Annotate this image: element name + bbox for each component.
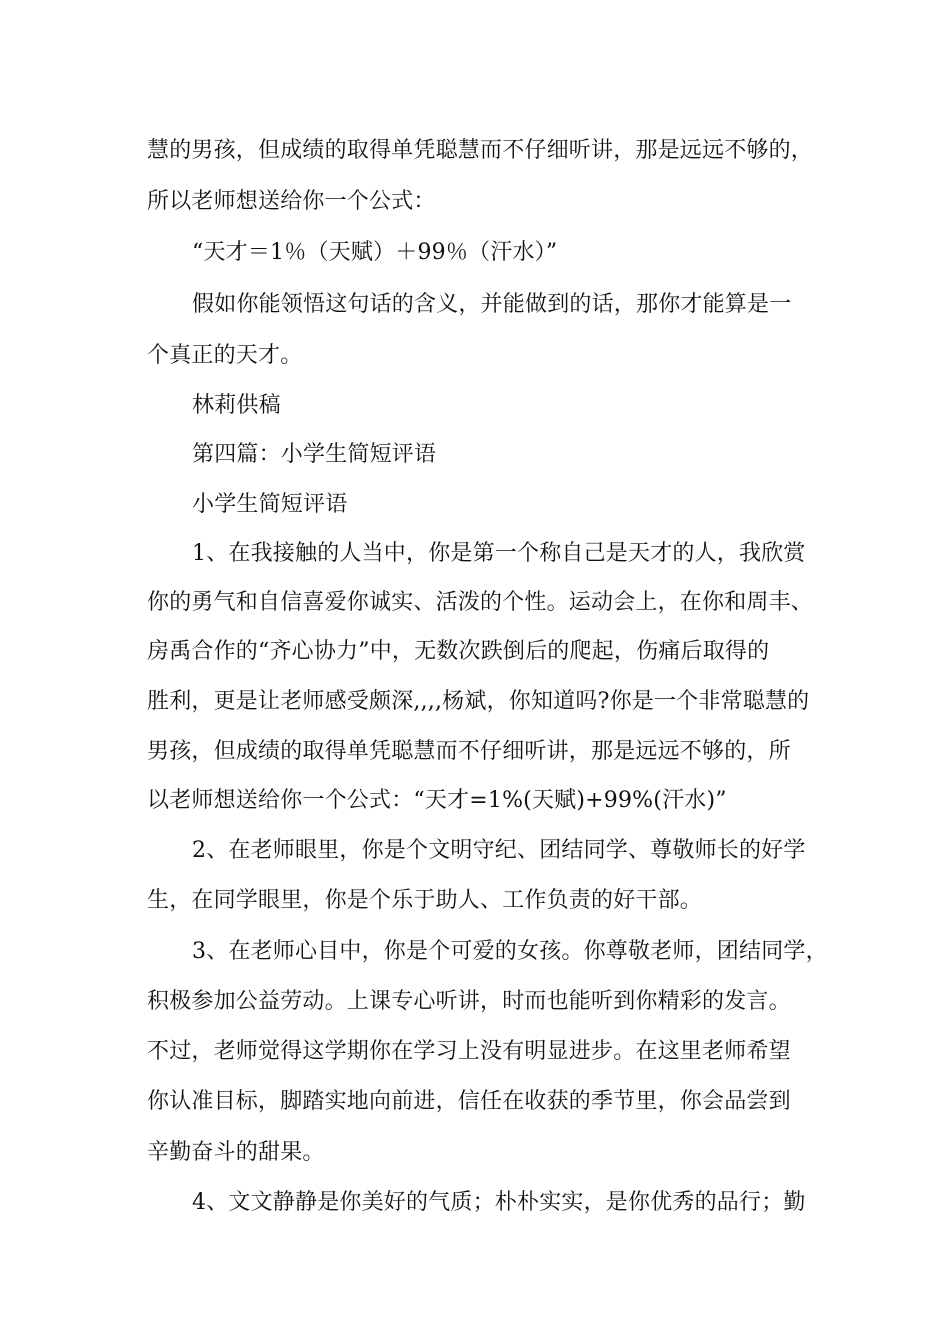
text-line: 假如你能领悟这句话的含义，并能做到的话，那你才能算是一 [192, 292, 792, 317]
text-line: 男孩，但成绩的取得单凭聪慧而不仔细听讲，那是远远不够的，所 [147, 739, 791, 764]
section-heading: 第四篇：小学生简短评语 [192, 442, 437, 467]
text-line: 生，在同学眼里，你是个乐于助人、工作负责的好干部。 [147, 888, 703, 913]
author-credit: 林莉供稿 [192, 393, 281, 418]
text-line: 不过，老师觉得这学期你在学习上没有明显进步。在这里老师希望 [147, 1039, 791, 1064]
text-line: 你的勇气和自信喜爱你诚实、活泼的个性。运动会上，在你和周丰、 [147, 590, 814, 615]
text-line: 个真正的天才。 [147, 343, 303, 368]
formula-line: “天才＝1％（天赋）＋99％（汗水）” [192, 240, 558, 265]
text-line: 你认准目标，脚踏实地向前进，信任在收获的季节里，你会品尝到 [147, 1089, 791, 1114]
text-line: 房禹合作的“齐心协力”中，无数次跌倒后的爬起，伤痛后取得的 [147, 639, 770, 664]
text-line: 4、文文静静是你美好的气质；朴朴实实，是你优秀的品行；勤 [192, 1190, 806, 1215]
text-line: 辛勤奋斗的甜果。 [147, 1140, 325, 1165]
text-line: 以老师想送给你一个公式：“天才=1%(天赋)+99%(汗水)” [147, 788, 727, 813]
text-line: 1、在我接触的人当中，你是第一个称自己是天才的人，我欣赏 [192, 541, 806, 566]
text-line: 慧的男孩，但成绩的取得单凭聪慧而不仔细听讲，那是远远不够的， [147, 138, 814, 163]
text-line: 积极参加公益劳动。上课专心听讲，时而也能听到你精彩的发言。 [147, 989, 791, 1014]
text-line: 3、在老师心目中，你是个可爱的女孩。你尊敬老师，团结同学， [192, 939, 828, 964]
text-line: 2、在老师眼里，你是个文明守纪、团结同学、尊敬师长的好学 [192, 838, 806, 863]
text-line: 胜利，更是让老师感受颇深,,,,杨斌，你知道吗?你是一个非常聪慧的 [147, 689, 810, 714]
section-title: 小学生简短评语 [192, 492, 348, 517]
text-line: 所以老师想送给你一个公式： [147, 189, 436, 214]
